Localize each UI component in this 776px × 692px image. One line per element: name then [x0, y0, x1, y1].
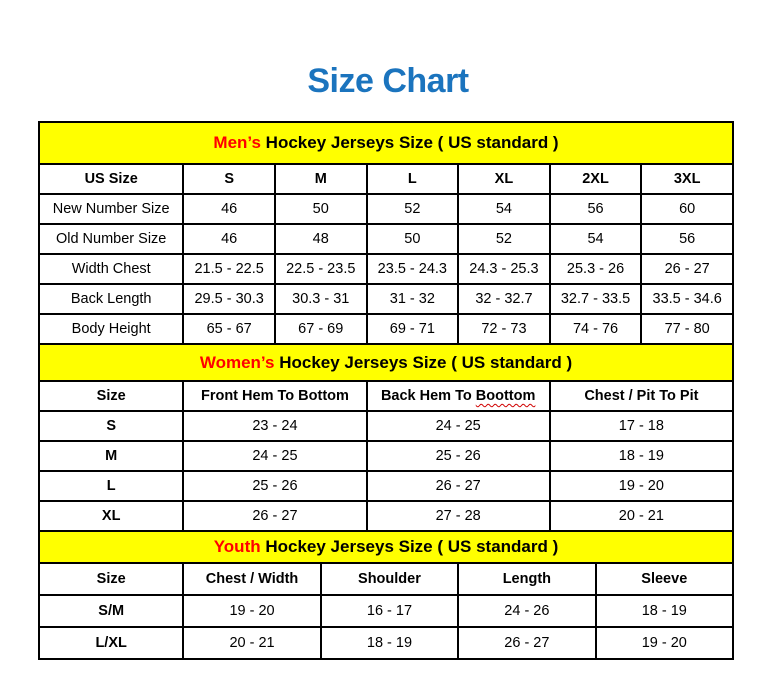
youth-table-row: [39, 627, 733, 659]
youth-section-band: Youth Hockey Jerseys Size ( US standard ): [39, 531, 733, 563]
youth-size-cell: 18 - 19: [321, 627, 458, 659]
mens-size-table: [38, 121, 734, 345]
youth-size-table: [38, 530, 734, 660]
mens-size-cell: 30.3 - 31: [275, 284, 367, 314]
mens-band-highlight: Men’s: [213, 133, 261, 152]
mens-size-cell: 32 - 32.7: [458, 284, 550, 314]
youth-size-cell: 18 - 19: [596, 595, 733, 627]
mens-column-header: 3XL: [641, 164, 733, 194]
womens-size-cell: 23 - 24: [183, 411, 366, 441]
mens-size-cell: 54: [550, 224, 642, 254]
womens-size-cell: 25 - 26: [367, 441, 550, 471]
youth-column-header: Shoulder: [321, 563, 458, 595]
youth-column-header: Length: [458, 563, 595, 595]
youth-row-label: L/XL: [39, 627, 183, 659]
youth-column-header: Size: [39, 563, 183, 595]
mens-column-header: S: [183, 164, 275, 194]
mens-size-cell: 69 - 71: [367, 314, 459, 344]
mens-size-cell: 23.5 - 24.3: [367, 254, 459, 284]
mens-size-cell: 56: [550, 194, 642, 224]
mens-table-row: [39, 284, 733, 314]
header-text: Back Hem To: [380, 388, 476, 404]
mens-size-cell: 22.5 - 23.5: [275, 254, 367, 284]
youth-size-cell: 19 - 20: [596, 627, 733, 659]
womens-table-row: [39, 411, 733, 441]
mens-size-cell: 31 - 32: [367, 284, 459, 314]
page-title: Size Chart: [307, 62, 469, 100]
womens-size-cell: 27 - 28: [367, 501, 550, 531]
womens-size-cell: 26 - 27: [367, 471, 550, 501]
womens-column-header: [367, 381, 550, 411]
mens-row-label: Back Length: [39, 284, 183, 314]
youth-band-highlight: Youth: [213, 537, 261, 556]
womens-section-band: Women’s Hockey Jerseys Size ( US standard ): [39, 344, 733, 381]
youth-row-label: S/M: [39, 595, 183, 627]
mens-column-header: L: [367, 164, 459, 194]
womens-column-header: Front Hem To Bottom: [183, 381, 366, 411]
mens-size-cell: 52: [367, 194, 459, 224]
mens-size-cell: 77 - 80: [641, 314, 733, 344]
womens-band-highlight: Women’s: [199, 352, 275, 372]
womens-size-cell: 26 - 27: [183, 501, 366, 531]
mens-column-header: XL: [458, 164, 550, 194]
youth-size-cell: 26 - 27: [458, 627, 595, 659]
mens-row-label: Body Height: [39, 314, 183, 344]
womens-size-table: [38, 343, 734, 532]
mens-column-header: 2XL: [550, 164, 642, 194]
womens-row-label: XL: [39, 501, 183, 531]
womens-table-row: [39, 501, 733, 531]
mens-row-label: New Number Size: [39, 194, 183, 224]
womens-table-row: [39, 441, 733, 471]
mens-size-cell: 46: [183, 224, 275, 254]
youth-column-header: Sleeve: [596, 563, 733, 595]
mens-size-cell: 32.7 - 33.5: [550, 284, 642, 314]
youth-size-cell: 24 - 26: [458, 595, 595, 627]
womens-column-header: Chest / Pit To Pit: [550, 381, 733, 411]
mens-table-row: [39, 224, 733, 254]
mens-size-cell: 65 - 67: [183, 314, 275, 344]
womens-size-cell: 18 - 19: [550, 441, 733, 471]
mens-size-cell: 29.5 - 30.3: [183, 284, 275, 314]
mens-size-cell: 33.5 - 34.6: [641, 284, 733, 314]
womens-size-cell: 24 - 25: [183, 441, 366, 471]
mens-section-band: Men’s Hockey Jerseys Size ( US standard ): [39, 122, 733, 164]
mens-size-cell: 67 - 69: [275, 314, 367, 344]
mens-column-header: US Size: [39, 164, 183, 194]
mens-row-label: Old Number Size: [39, 224, 183, 254]
mens-size-cell: 56: [641, 224, 733, 254]
womens-size-cell: 24 - 25: [367, 411, 550, 441]
mens-size-cell: 50: [367, 224, 459, 254]
mens-size-cell: 52: [458, 224, 550, 254]
mens-size-cell: 21.5 - 22.5: [183, 254, 275, 284]
misspelled-word: Boottom: [475, 388, 536, 404]
womens-size-cell: 19 - 20: [550, 471, 733, 501]
mens-size-cell: 54: [458, 194, 550, 224]
mens-size-cell: 26 - 27: [641, 254, 733, 284]
youth-column-header: Chest / Width: [183, 563, 320, 595]
mens-size-cell: 24.3 - 25.3: [458, 254, 550, 284]
mens-size-cell: 25.3 - 26: [550, 254, 642, 284]
youth-size-cell: 20 - 21: [183, 627, 320, 659]
womens-row-label: S: [39, 411, 183, 441]
size-tables: [38, 121, 734, 660]
mens-size-cell: 72 - 73: [458, 314, 550, 344]
mens-table-row: [39, 194, 733, 224]
youth-size-cell: 19 - 20: [183, 595, 320, 627]
womens-size-cell: 25 - 26: [183, 471, 366, 501]
mens-column-header: M: [275, 164, 367, 194]
mens-size-cell: 60: [641, 194, 733, 224]
womens-row-label: M: [39, 441, 183, 471]
womens-column-header: Size: [39, 381, 183, 411]
mens-size-cell: 74 - 76: [550, 314, 642, 344]
womens-row-label: L: [39, 471, 183, 501]
womens-table-row: [39, 471, 733, 501]
mens-table-row: [39, 314, 733, 344]
mens-size-cell: 46: [183, 194, 275, 224]
youth-size-cell: 16 - 17: [321, 595, 458, 627]
womens-size-cell: 20 - 21: [550, 501, 733, 531]
womens-size-cell: 17 - 18: [550, 411, 733, 441]
mens-table-row: [39, 254, 733, 284]
mens-size-cell: 48: [275, 224, 367, 254]
mens-size-cell: 50: [275, 194, 367, 224]
youth-table-row: [39, 595, 733, 627]
mens-row-label: Width Chest: [39, 254, 183, 284]
